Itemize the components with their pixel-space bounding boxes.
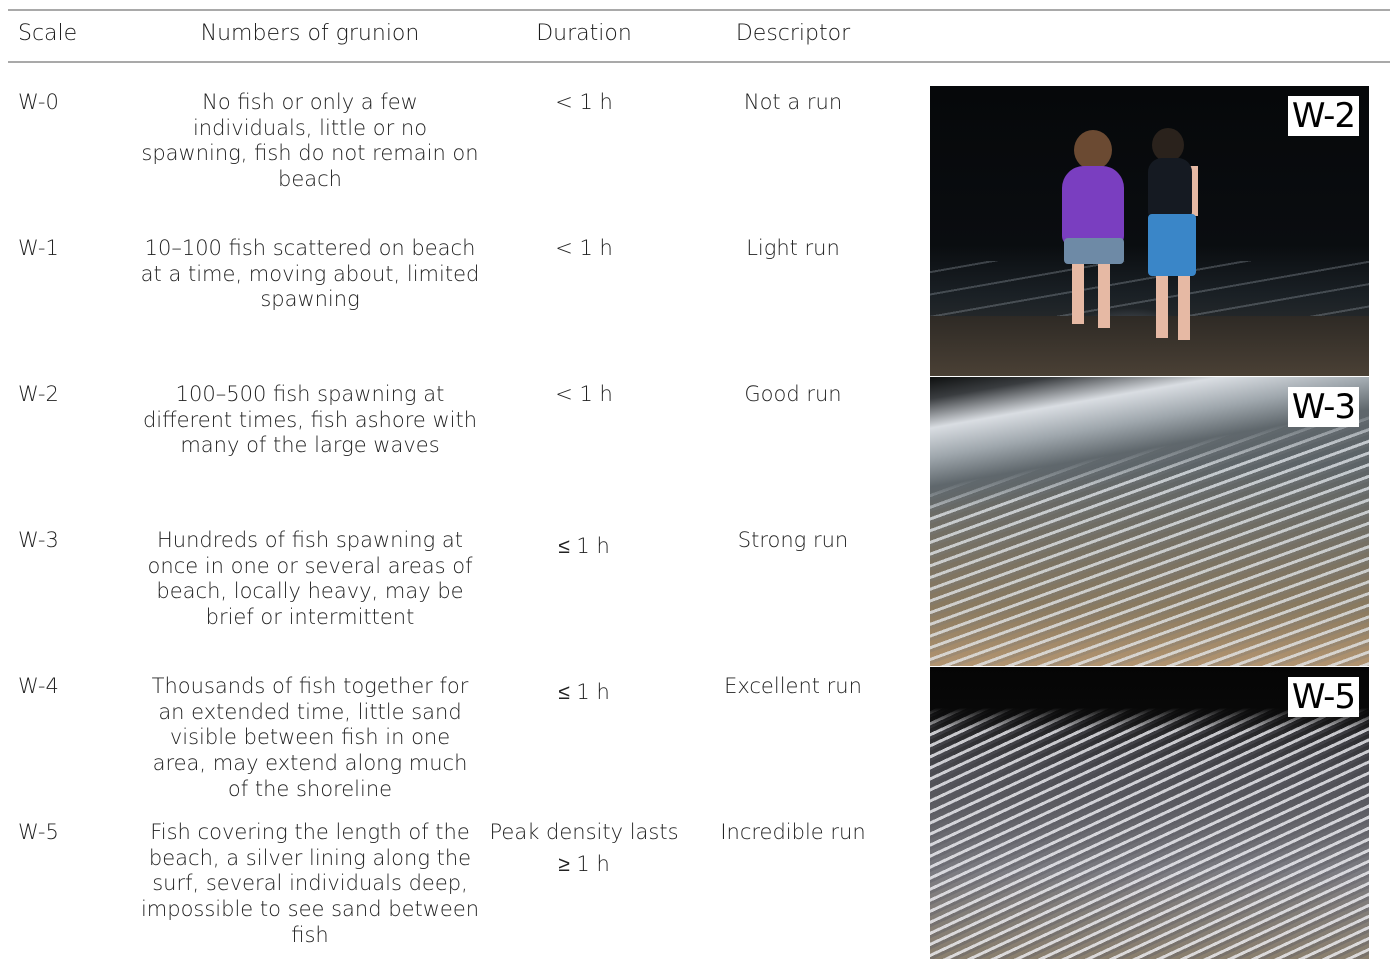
numbers-cell: No fish or only a few individuals, little or no spawning, fish do not remain on beach: [141, 90, 479, 192]
duration-cell: [484, 820, 684, 877]
photo-label: W-2: [1288, 96, 1359, 136]
duration-text: ≤ 1 h: [558, 534, 610, 558]
duration-text: < 1 h: [555, 236, 613, 260]
person-head: [1152, 128, 1184, 162]
person-leg: [1178, 274, 1190, 340]
table-top-rule: [8, 9, 1390, 11]
photo-w5: [930, 667, 1369, 959]
descriptor-cell: Not a run: [743, 90, 843, 114]
scale-cell: W-4: [18, 674, 59, 698]
scale-cell: W-0: [18, 90, 59, 114]
person-leg: [1072, 262, 1084, 324]
header-bottom-rule: [8, 61, 1390, 63]
numbers-cell: 100–500 fish spawning at different times, fish ashore with many of the large waves: [142, 382, 478, 458]
duration-cell: [484, 680, 684, 706]
person-leg: [1156, 274, 1168, 338]
numbers-cell: Fish covering the length of the beach, a silver lining along the surf, several individuals deep, impossible to see sand between fish: [140, 820, 480, 947]
duration-cell: [484, 382, 684, 408]
scale-cell: W-5: [18, 820, 59, 844]
duration-text: ≤ 1 h: [558, 680, 610, 704]
header-numbers: Numbers of grunion: [200, 21, 420, 46]
header-descriptor: Descriptor: [735, 21, 851, 46]
photo-w3: [930, 377, 1369, 666]
descriptor-cell: Good run: [744, 382, 842, 406]
person-shirt: [1148, 158, 1192, 218]
duration-text: Peak density lasts: [489, 820, 679, 844]
duration-cell: [484, 534, 684, 560]
duration-text: < 1 h: [555, 90, 613, 114]
person-skirt: [1064, 238, 1124, 264]
descriptor-cell: Light run: [746, 236, 840, 260]
duration-cell: [484, 236, 684, 262]
header-duration: Duration: [536, 21, 632, 46]
duration-text: < 1 h: [555, 382, 613, 406]
person-leg: [1098, 262, 1110, 328]
descriptor-cell: Incredible run: [720, 820, 866, 844]
duration-cell: [484, 90, 684, 116]
numbers-cell: Thousands of fish together for an extended time, little sand visible between fish in one area, may extend along much of the shoreline: [151, 674, 469, 801]
header-scale: Scale: [18, 21, 78, 46]
scale-cell: W-2: [18, 382, 59, 406]
scale-cell: W-1: [18, 236, 59, 260]
person-skirt: [1148, 214, 1196, 276]
photo-label: W-3: [1288, 387, 1359, 427]
photo-w2: [930, 86, 1369, 376]
numbers-cell: 10–100 fish scattered on beach at a time, moving about, limited spawning: [140, 236, 480, 312]
descriptor-cell: Strong run: [737, 528, 849, 552]
person-head: [1074, 130, 1112, 170]
duration-text: ≥ 1 h: [558, 851, 610, 876]
descriptor-cell: Excellent run: [724, 674, 862, 698]
photo-label: W-5: [1288, 677, 1359, 717]
scale-cell: W-3: [18, 528, 59, 552]
numbers-cell: Hundreds of fish spawning at once in one or several areas of beach, locally heavy, may be brief or intermittent: [147, 528, 473, 630]
person-shirt: [1062, 166, 1124, 246]
beach-sand: [930, 316, 1369, 376]
